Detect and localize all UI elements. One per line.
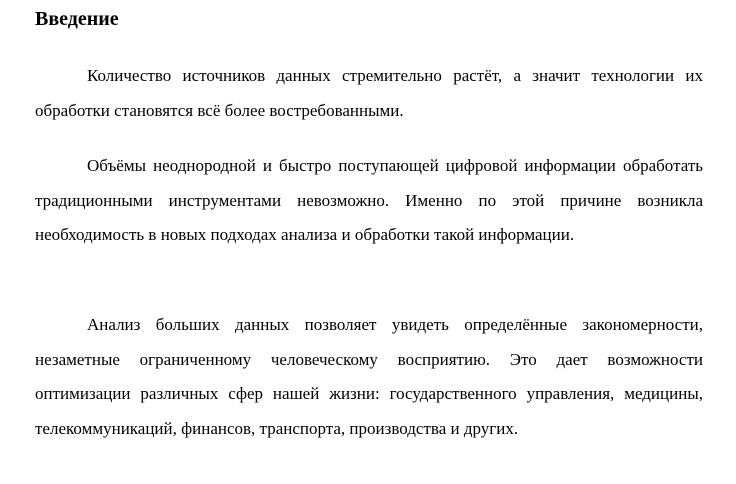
paragraph-2: Объёмы неоднородной и быстро поступающей цифровой информации обработать традиционными инструментами невозможно. Именно по этой причине возникла необходимость в новых подходах анализа и обработки такой информации. [35, 156, 703, 244]
paragraph-3: Анализ больших данных позволяет увидеть определённые закономерности, незаметные ограниченному человеческому восприятию. Это дает возможности оптимизации различных сфер нашей жизни: государственного управления, медицины, телекоммуникаций, финансов, транспорта, производства и других. [35, 315, 703, 438]
section-heading: Введение [35, 8, 119, 30]
paragraph-1: Количество источников данных стремительно растёт, а значит технологии их обработки становятся всё более востребованными. [35, 66, 703, 120]
